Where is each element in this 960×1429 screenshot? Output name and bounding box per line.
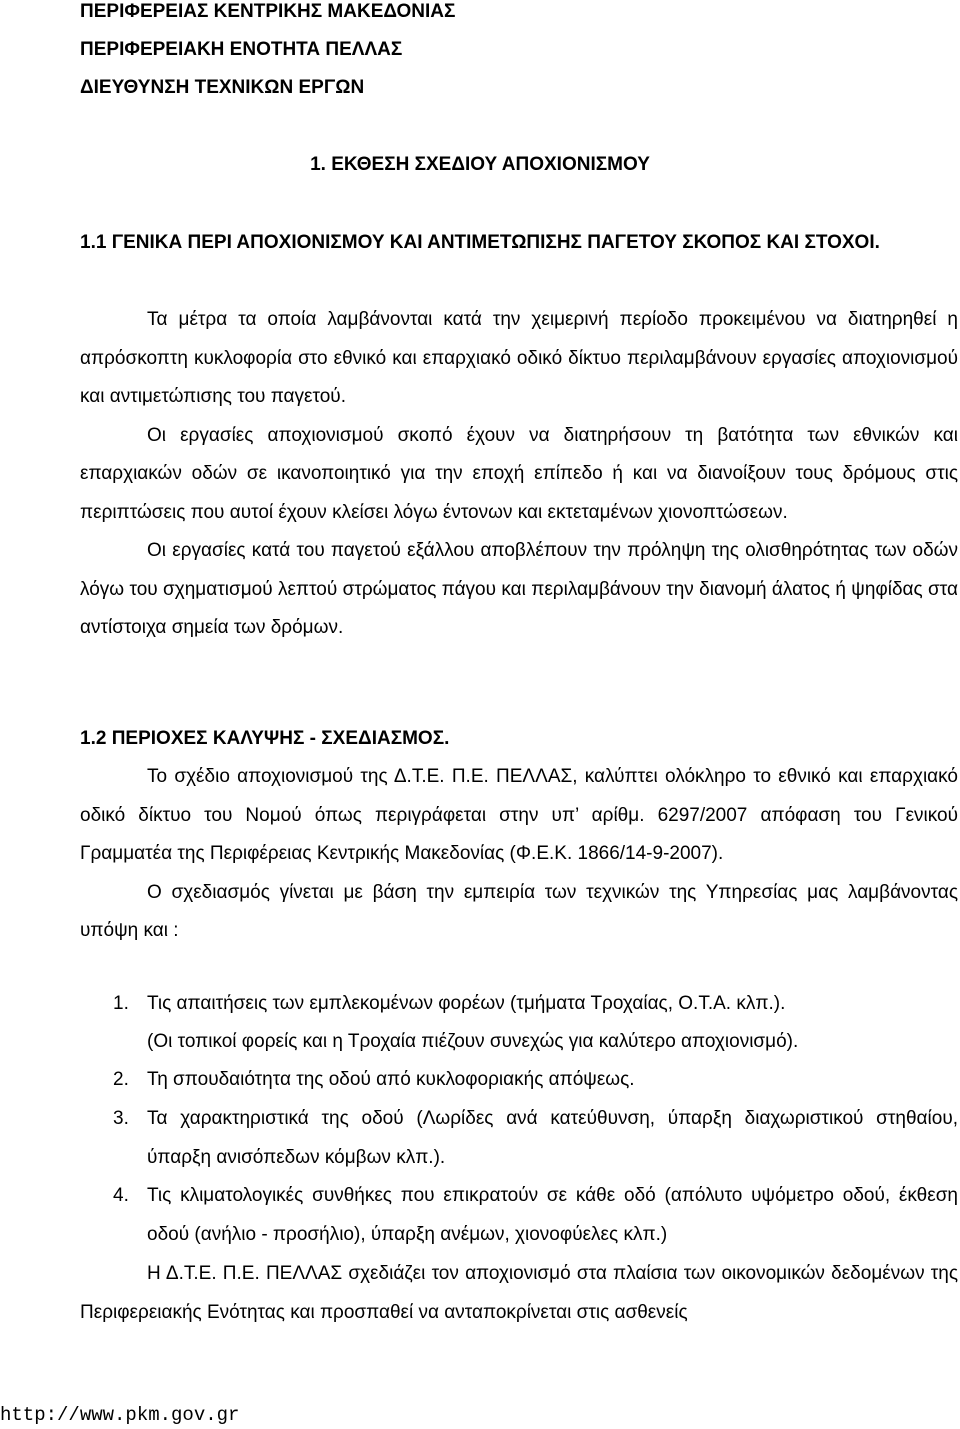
section-2-heading: 1.2 ΠΕΡΙΟΧΕΣ ΚΑΛΥΨΗΣ - ΣΧΕΔΙΑΣΜΟΣ. <box>80 728 450 749</box>
list-number: 3. <box>113 1108 129 1129</box>
header-directorate: ΔΙΕΥΘΥΝΣΗ ΤΕΧΝΙΚΩΝ ΕΡΓΩΝ <box>80 77 365 98</box>
paragraph: Ο σχεδιασμός γίνεται με βάση την εμπειρία των τεχνικών της Υπηρεσίας μας λαμβάνοντας υπόψη και : <box>80 881 958 941</box>
list-text: Τις κλιματολογικές συνθήκες που επικρατούν σε κάθε οδό (απόλυτο υψόμετρο οδού, έκθεση οδού (ανήλιο - προσήλιο), ύπαρξη ανέμων, χιονοφύελες κλπ.) <box>147 1185 958 1245</box>
section-1-body <box>80 301 958 648</box>
list-note: (Οι τοπικοί φορείς και η Τροχαία πιέζουν συνεχώς για καλύτερο αποχιονισμό). <box>147 1031 799 1052</box>
list-number: 1. <box>113 993 129 1014</box>
list-text: Τη σπουδαιότητα της οδού από κυκλοφοριακής απόψεως. <box>147 1069 635 1090</box>
footer-url: http://www.pkm.gov.gr <box>0 1404 240 1426</box>
paragraph: Οι εργασίες αποχιονισμού σκοπό έχουν να διατηρήσουν τη βατότητα των εθνικών και επαρχιακών οδών σε ικανοποιητικό για την εποχή επίπεδο ή και να διανοίξουν τους δρόμους στις περιπτώσεις που αυτοί έχουν κλείσει λόγω έντονων και εκτεταμένων χιονοπτώσεων. <box>80 424 958 523</box>
paragraph: Τα μέτρα τα οποία λαμβάνονται κατά την χειμερινή περίοδο προκειμένου να διατηρηθεί η απρόσκοπτη κυκλοφορία στο εθνικό και επαρχιακό οδικό δίκτυο περιλαμβάνουν εργασίες αποχιονισμού και αντιμετώπισης του παγετού. <box>80 309 958 407</box>
document-header <box>80 0 958 107</box>
section-2-closing <box>80 1255 958 1332</box>
main-title: 1. ΕΚΘΕΣΗ ΣΧΕΔΙΟΥ ΑΠΟΧΙΟΝΙΣΜΟΥ <box>310 154 650 175</box>
header-region: ΠΕΡΙΦΕΡΕΙΑΣ ΚΕΝΤΡΙΚΗΣ ΜΑΚΕΔΟΝΙΑΣ <box>80 1 456 22</box>
paragraph: Το σχέδιο αποχιονισμού της Δ.Τ.Ε. Π.Ε. ΠΕΛΛΑΣ, καλύπτει ολόκληρο το εθνικό και επαρχιακό οδικό δίκτυο του Νομού όπως περιγράφεται στην υπ’ αρίθμ. 6297/2007 απόφαση του Γενικού Γραμματέα της Περιφέρειας Κεντρικής Μακεδονίας (Φ.Ε.Κ. 1866/14-9-2007). <box>80 766 958 864</box>
section-2-body <box>80 758 958 951</box>
section-1 <box>80 225 958 260</box>
list-text: Τα χαρακτηριστικά της οδού (Λωρίδες ανά κατεύθυνση, ύπαρξη διαχωριστικού στηθαίου, ύπαρξη ανισόπεδων κόμβων κλπ.). <box>147 1108 958 1168</box>
paragraph: Η Δ.Τ.Ε. Π.Ε. ΠΕΛΛΑΣ σχεδιάζει τον αποχιονισμό στα πλαίσια των οικονομικών δεδομένων της Περιφερειακής Ενότητας και προσπαθεί να ανταποκρίνεται στις ασθενείς <box>80 1263 958 1323</box>
header-unit: ΠΕΡΙΦΕΡΕΙΑΚΗ ΕΝΟΤΗΤΑ ΠΕΛΛΑΣ <box>80 39 403 60</box>
section-1-heading: 1.1 ΓΕΝΙΚΑ ΠΕΡΙ ΑΠΟΧΙΟΝΙΣΜΟΥ ΚΑΙ ΑΝΤΙΜΕΤΩΠΙΣΗΣ ΠΑΓΕΤΟΥ ΣΚΟΠΟΣ ΚΑΙ ΣΤΟΧΟΙ. <box>80 232 880 253</box>
list-text: Τις απαιτήσεις των εμπλεκομένων φορέων (τμήματα Τροχαίας, Ο.Τ.Α. κλπ.). <box>147 993 786 1014</box>
section-2 <box>80 720 958 758</box>
list-number: 4. <box>113 1185 129 1206</box>
paragraph: Οι εργασίες κατά του παγετού εξάλλου αποβλέπουν την πρόληψη της ολισθηρότητας των οδών λόγω του σχηματισμού λεπτού στρώματος πάγου και περιλαμβάνουν την διανομή άλατος ή ψηφίδας στα αντίστοιχα σημεία των δρόμων. <box>80 540 958 638</box>
list-number: 2. <box>113 1069 129 1090</box>
